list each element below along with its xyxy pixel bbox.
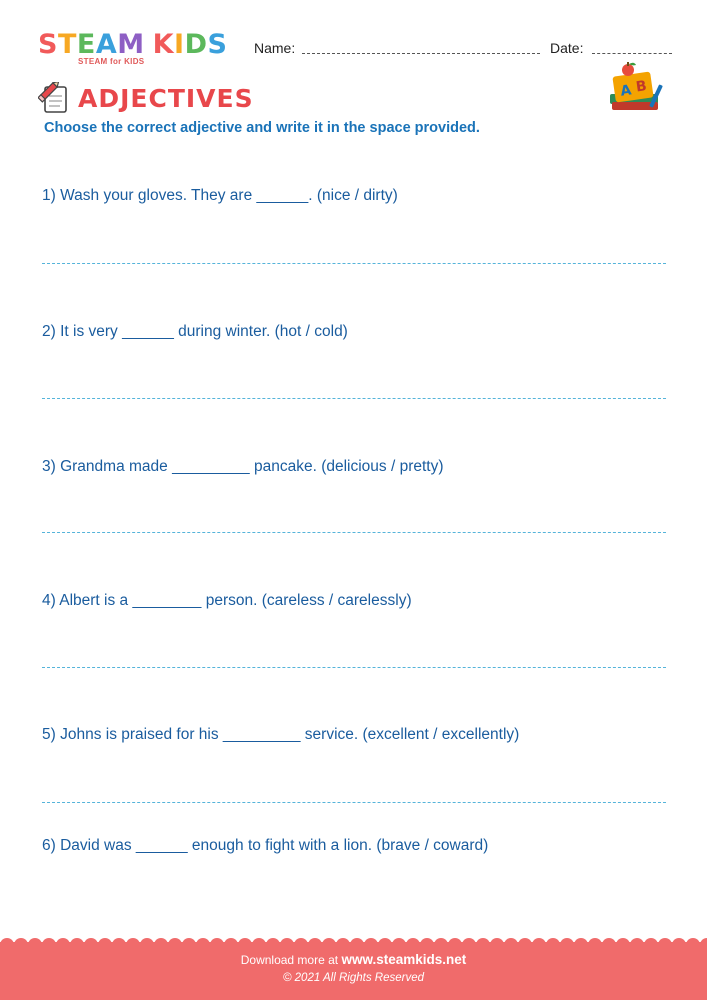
instruction-text: Choose the correct adjective and write it in the space provided. — [44, 120, 480, 136]
logo-letter: I — [174, 29, 185, 60]
logo-letter: K — [152, 29, 175, 60]
svg-text:A: A — [619, 82, 633, 100]
steam-kids-logo — [38, 30, 238, 70]
question-6: 6) David was ______ enough to fight with a lion. (brave / coward) — [42, 837, 489, 854]
logo-letter: A — [95, 29, 118, 60]
footer-site-link[interactable]: www.steamkids.net — [341, 952, 467, 967]
question-3: 3) Grandma made _________ pancake. (delicious / pretty) — [42, 458, 444, 475]
page-title: ADJECTIVES — [78, 84, 254, 113]
logo-letter: S — [207, 29, 228, 60]
question-4: 4) Albert is a ________ person. (careless / carelessly) — [42, 592, 412, 609]
answer-line-1[interactable] — [42, 263, 666, 264]
logo-tagline: STEAM for KIDS — [78, 57, 145, 66]
logo-letter: E — [76, 29, 96, 60]
footer-bar — [0, 942, 707, 1000]
footer-download — [0, 952, 707, 967]
logo-letter: T — [57, 29, 77, 60]
svg-text:B: B — [634, 78, 648, 96]
answer-line-5[interactable] — [42, 802, 666, 803]
logo-wordmark — [38, 30, 227, 60]
logo-letter: M — [117, 29, 145, 60]
question-2: 2) It is very ______ during winter. (hot / cold) — [42, 323, 348, 340]
abc-books-icon — [606, 60, 666, 114]
question-5: 5) Johns is praised for his _________ service. (excellent / excellently) — [42, 726, 520, 743]
footer-copyright: © 2021 All Rights Reserved — [282, 972, 424, 984]
logo-letter: S — [38, 29, 58, 60]
footer-download-prefix: Download more at — [240, 953, 342, 967]
answer-line-4[interactable] — [42, 667, 666, 668]
answer-line-2[interactable] — [42, 398, 666, 399]
name-field[interactable] — [302, 53, 540, 54]
logo-letter: D — [184, 29, 208, 60]
answer-line-3[interactable] — [42, 532, 666, 533]
date-field[interactable] — [592, 53, 672, 54]
pencil-paper-icon — [38, 82, 70, 114]
question-1: 1) Wash your gloves. They are ______. (nice / dirty) — [42, 187, 398, 204]
date-label: Date: — [550, 40, 584, 56]
name-label: Name: — [254, 40, 296, 56]
